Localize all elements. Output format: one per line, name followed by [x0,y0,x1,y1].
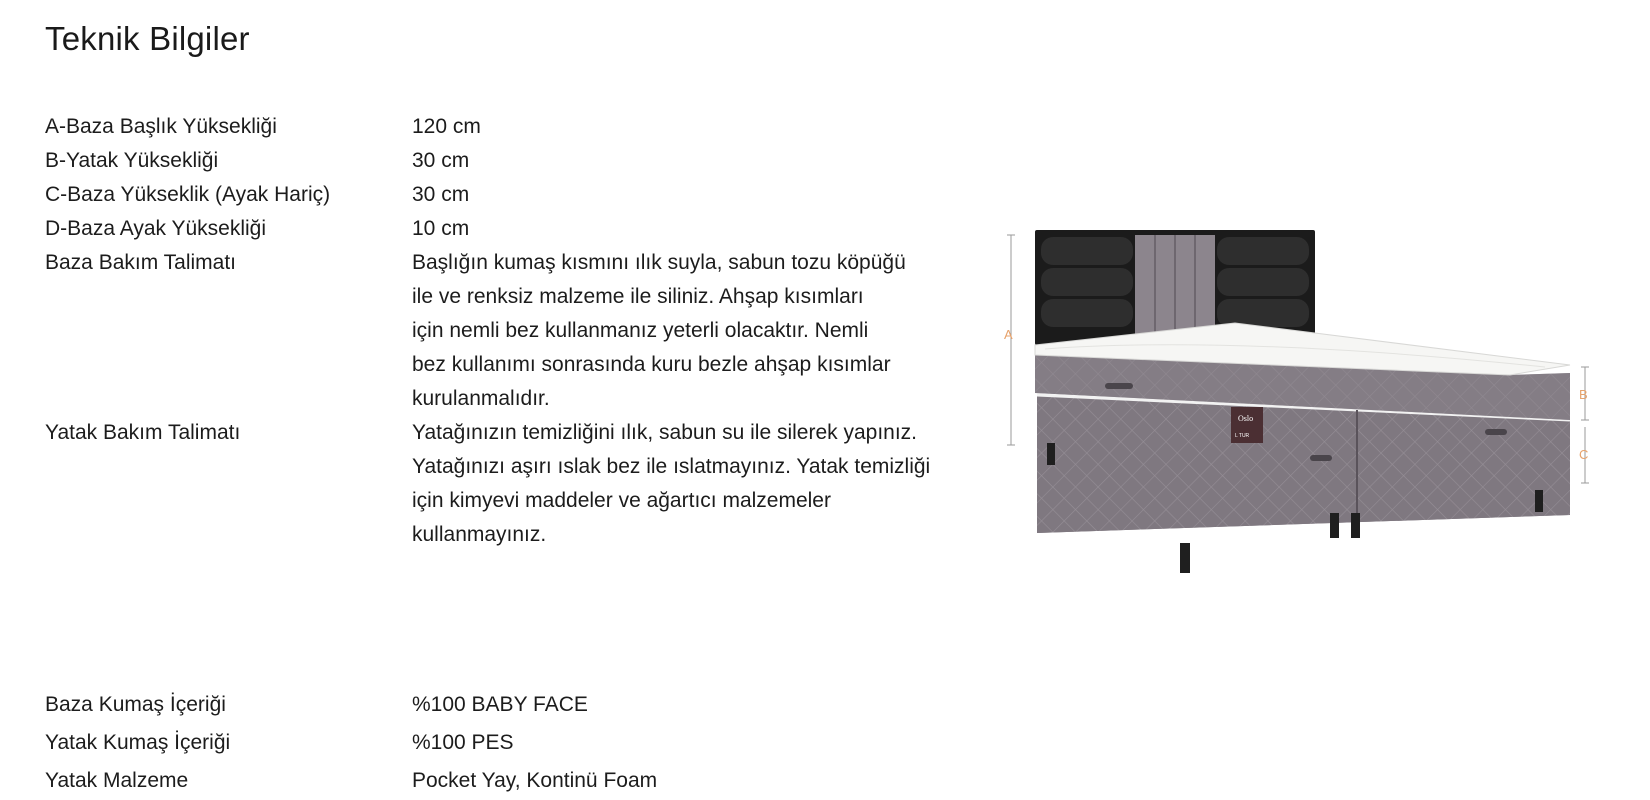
material-table [45,686,945,800]
spec-row-mattress-care [45,416,945,552]
spec-row-base-height [45,178,945,212]
spec-label: Yatak Kumaş İçeriği [45,731,231,754]
spec-label: A-Baza Başlık Yüksekliği [45,115,277,138]
spec-row-headboard-height [45,110,945,144]
dimension-bc-indicator [1579,367,1589,483]
spec-row-mattress-height [45,144,945,178]
spec-value: Yatağınızın temizliğini ılık, sabun su ile silerek yapınız. Yatağınızı aşırı ıslak bez ile ıslatmayınız. Yatak temizliği için kimyevi maddeler ve ağartıcı malzemeler kullanmayınız. [412,421,931,546]
spec-value: 30 cm [412,183,470,206]
dimension-b-label: B [1579,387,1588,402]
spec-row-mattress-fabric [45,724,945,762]
spec-value: 120 cm [412,115,481,138]
dimension-a-indicator [1004,235,1015,445]
page-title: Teknik Bilgiler [45,20,250,57]
spec-label: B-Yatak Yüksekliği [45,149,219,172]
spec-value: %100 BABY FACE [412,693,588,716]
spec-label: C-Baza Yükseklik (Ayak Hariç) [45,183,331,206]
spec-value: Başlığın kumaş kısmını ılık suyla, sabun tozu köpüğü ile ve renksiz malzeme ile siliniz. Ahşap kısımları için nemli bez kullanmanız yeterli olacaktır. Nemli bez kullanımı sonrasında kuru bezle ahşap kısımlar kurulanmalıdır. [412,251,906,410]
spec-row-leg-height [45,212,945,246]
spec-label: Baza Kumaş İçeriği [45,693,226,716]
brand-tag-sub: L TUR [1235,433,1250,439]
spec-value: %100 PES [412,731,514,754]
spec-value: 30 cm [412,149,470,172]
brand-tag-name: Oslo [1238,414,1254,423]
spec-label: Yatak Malzeme [45,769,189,792]
spec-label: D-Baza Ayak Yüksekliği [45,217,267,240]
spec-row-base-care [45,246,945,416]
spec-value: Pocket Yay, Kontinü Foam [412,769,658,792]
spec-label: Yatak Bakım Talimatı [45,421,241,444]
spec-row-mattress-material [45,762,945,800]
spec-table [45,110,945,552]
spec-row-base-fabric [45,686,945,724]
dimension-c-label: C [1579,447,1589,462]
dimension-a-label: A [1004,327,1013,342]
spec-label: Baza Bakım Talimatı [45,251,237,274]
product-image [985,215,1625,615]
bed-illustration [985,215,1625,615]
spec-value: 10 cm [412,217,470,240]
